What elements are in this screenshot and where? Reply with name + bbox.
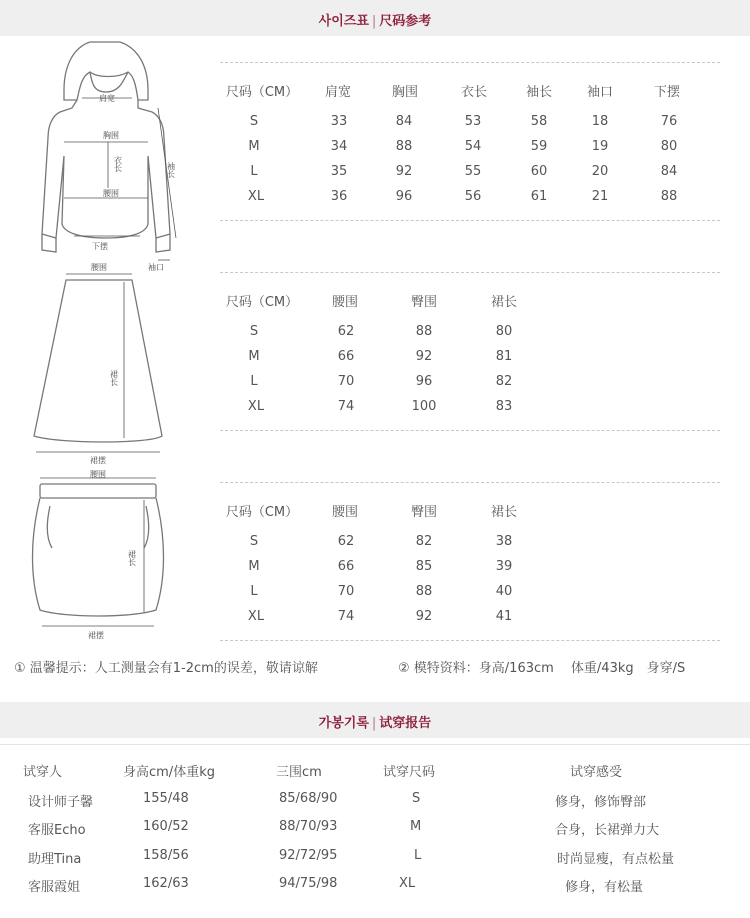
table-cell: 客服霞姐 <box>28 880 81 895</box>
table-header-cell: 尺码（CM） <box>225 505 299 520</box>
model-info: ② 模特资料：身高/163cm 体重/43kg 身穿/S <box>398 661 686 676</box>
long-skirt-label-length: 裙长 <box>109 370 119 386</box>
divider <box>220 482 720 483</box>
table-header-cell: 臀围 <box>410 505 438 520</box>
table-cell: 84 <box>660 164 678 179</box>
table-header-cell: 身高cm/体重kg <box>123 765 215 780</box>
table-cell: XL <box>247 609 265 624</box>
table-cell: 80 <box>660 139 678 154</box>
short-skirt-label-hem: 裙摆 <box>88 631 104 640</box>
table-cell: 41 <box>495 609 513 624</box>
table-header-cell: 腰围 <box>331 295 359 310</box>
table-cell: 设计师子馨 <box>28 795 94 810</box>
divider <box>220 62 720 63</box>
table-cell: 82 <box>495 374 513 389</box>
table-cell: 85 <box>415 559 433 574</box>
hoodie-label-hem: 下摆 <box>92 242 108 251</box>
hoodie-label-length: 衣长 <box>113 156 123 172</box>
hoodie-label-waist: 腰围 <box>103 189 119 198</box>
table-header-cell: 袖长 <box>525 85 553 100</box>
table-cell: 92 <box>415 349 433 364</box>
table-header-cell: 袖口 <box>586 85 614 100</box>
table-row <box>0 791 750 809</box>
table-row <box>220 609 720 627</box>
table-row <box>220 559 720 577</box>
table-cell: 88/70/93 <box>279 819 338 834</box>
table-row <box>220 189 720 207</box>
table-cell: 88 <box>395 139 413 154</box>
table-cell: 61 <box>530 189 548 204</box>
table-cell: 修身，有松量 <box>565 880 644 895</box>
fitting-report-title: 가봉기록 | 试穿报告 <box>318 716 432 731</box>
table-header-row <box>220 81 720 99</box>
table-cell: M <box>248 139 260 154</box>
table-row <box>220 114 720 132</box>
table-cell: S <box>412 791 421 806</box>
table-cell: 74 <box>337 609 355 624</box>
table-cell: 88 <box>660 189 678 204</box>
table-cell: 88 <box>415 324 433 339</box>
table-cell: 162/63 <box>143 876 189 891</box>
table-cell: M <box>248 559 260 574</box>
table-header-cell: 腰围 <box>331 505 359 520</box>
table-cell: 82 <box>415 534 433 549</box>
table-cell: S <box>249 534 259 549</box>
table-cell: S <box>249 324 259 339</box>
table-header-cell: 胸围 <box>391 85 419 100</box>
table-cell: 20 <box>591 164 609 179</box>
table-cell: XL <box>399 876 416 891</box>
table-cell: M <box>248 349 260 364</box>
divider <box>220 272 720 273</box>
divider <box>220 220 720 221</box>
long-skirt-label-waist: 腰围 <box>91 263 107 272</box>
table-header-cell: 试穿人 <box>23 765 63 780</box>
table-row <box>220 349 720 367</box>
table-cell: 96 <box>395 189 413 204</box>
table-header-cell: 肩宽 <box>324 85 352 100</box>
table-cell: 58 <box>530 114 548 129</box>
hoodie-label-shoulder: 肩宽 <box>99 94 115 103</box>
table-cell: 助理Tina <box>28 852 82 867</box>
table-row <box>220 374 720 392</box>
table-header-row <box>220 291 720 309</box>
short-skirt-label-waist: 腰围 <box>90 470 106 479</box>
table-row <box>220 324 720 342</box>
table-row <box>220 584 720 602</box>
table-cell: 33 <box>330 114 348 129</box>
table-cell: 19 <box>591 139 609 154</box>
hoodie-label-sleeve: 袖长 <box>166 162 176 178</box>
divider <box>220 640 720 641</box>
size-chart-title: 사이즈표 | 尺码参考 <box>318 14 432 29</box>
table-header-cell: 尺码（CM） <box>225 85 299 100</box>
table-cell: L <box>250 164 258 179</box>
table-cell: XL <box>247 399 265 414</box>
table-cell: 92 <box>395 164 413 179</box>
size-chart-title-chinese: 尺码参考 <box>379 14 432 29</box>
table-cell: 66 <box>337 349 355 364</box>
short-skirt-illustration <box>20 468 180 644</box>
long-skirt-label-hem: 裙摆 <box>90 456 106 465</box>
table-row <box>0 848 750 866</box>
fitting-report-title-korean: 가봉기록 <box>318 716 369 731</box>
table-cell: 59 <box>530 139 548 154</box>
table-cell: 38 <box>495 534 513 549</box>
measurement-tip: ① 温馨提示：人工测量会有1-2cm的误差，敬请谅解 <box>14 661 318 676</box>
table-row <box>220 399 720 417</box>
table-cell: 84 <box>395 114 413 129</box>
table-cell: 81 <box>495 349 513 364</box>
table-cell: L <box>250 584 258 599</box>
table-cell: 160/52 <box>143 819 189 834</box>
divider <box>0 744 750 745</box>
table-cell: 39 <box>495 559 513 574</box>
table-cell: 18 <box>591 114 609 129</box>
table-cell: 66 <box>337 559 355 574</box>
table-cell: 36 <box>330 189 348 204</box>
table-cell: 34 <box>330 139 348 154</box>
table-header-cell: 试穿尺码 <box>383 765 436 780</box>
table-cell: 修身，修饰臀部 <box>555 795 647 810</box>
table-header-cell: 试穿感受 <box>570 765 623 780</box>
table-header-cell: 臀围 <box>410 295 438 310</box>
table-header-cell: 尺码（CM） <box>225 295 299 310</box>
table-header-cell: 三围cm <box>276 765 322 780</box>
table-cell: 155/48 <box>143 791 189 806</box>
table-cell: 54 <box>464 139 482 154</box>
table-cell: 21 <box>591 189 609 204</box>
table-cell: 62 <box>337 534 355 549</box>
table-cell: S <box>249 114 259 129</box>
table-cell: 88 <box>415 584 433 599</box>
table-header-cell: 裙长 <box>490 295 518 310</box>
table-cell: 62 <box>337 324 355 339</box>
table-row <box>0 819 750 837</box>
table-cell: 80 <box>495 324 513 339</box>
table-cell: 客服Echo <box>28 823 86 838</box>
table-cell: 85/68/90 <box>279 791 338 806</box>
hoodie-label-cuff: 袖口 <box>148 263 164 272</box>
table-cell: 96 <box>415 374 433 389</box>
table-cell: 92 <box>415 609 433 624</box>
table-cell: XL <box>247 189 265 204</box>
table-cell: 53 <box>464 114 482 129</box>
table-cell: 100 <box>411 399 437 414</box>
table-cell: 35 <box>330 164 348 179</box>
table-cell: L <box>414 848 422 863</box>
table-cell: 55 <box>464 164 482 179</box>
size-chart-title-korean: 사이즈표 <box>318 14 369 29</box>
table-header-cell: 裙长 <box>490 505 518 520</box>
table-cell: 40 <box>495 584 513 599</box>
table-cell: 76 <box>660 114 678 129</box>
short-skirt-label-length: 裙长 <box>127 550 137 566</box>
hoodie-label-chest: 胸围 <box>103 131 119 140</box>
hoodie-illustration <box>20 38 190 274</box>
table-cell: 合身，长裙弹力大 <box>555 823 660 838</box>
table-cell: 158/56 <box>143 848 189 863</box>
table-header-cell: 下摆 <box>653 85 681 100</box>
table-row <box>0 876 750 894</box>
table-row <box>220 139 720 157</box>
fitting-report-title-chinese: 试穿报告 <box>379 716 432 731</box>
table-cell: 70 <box>337 374 355 389</box>
table-cell: 56 <box>464 189 482 204</box>
table-cell: 70 <box>337 584 355 599</box>
table-row <box>220 534 720 552</box>
table-cell: L <box>250 374 258 389</box>
table-header-row <box>0 761 750 779</box>
table-cell: 时尚显瘦，有点松量 <box>557 852 675 867</box>
table-header-cell: 衣长 <box>460 85 488 100</box>
table-row <box>220 164 720 182</box>
table-cell: 94/75/98 <box>279 876 338 891</box>
table-cell: 83 <box>495 399 513 414</box>
table-cell: M <box>410 819 422 834</box>
divider <box>220 430 720 431</box>
table-cell: 60 <box>530 164 548 179</box>
table-cell: 74 <box>337 399 355 414</box>
table-header-row <box>220 501 720 519</box>
long-skirt-illustration <box>20 260 180 470</box>
table-cell: 92/72/95 <box>279 848 338 863</box>
